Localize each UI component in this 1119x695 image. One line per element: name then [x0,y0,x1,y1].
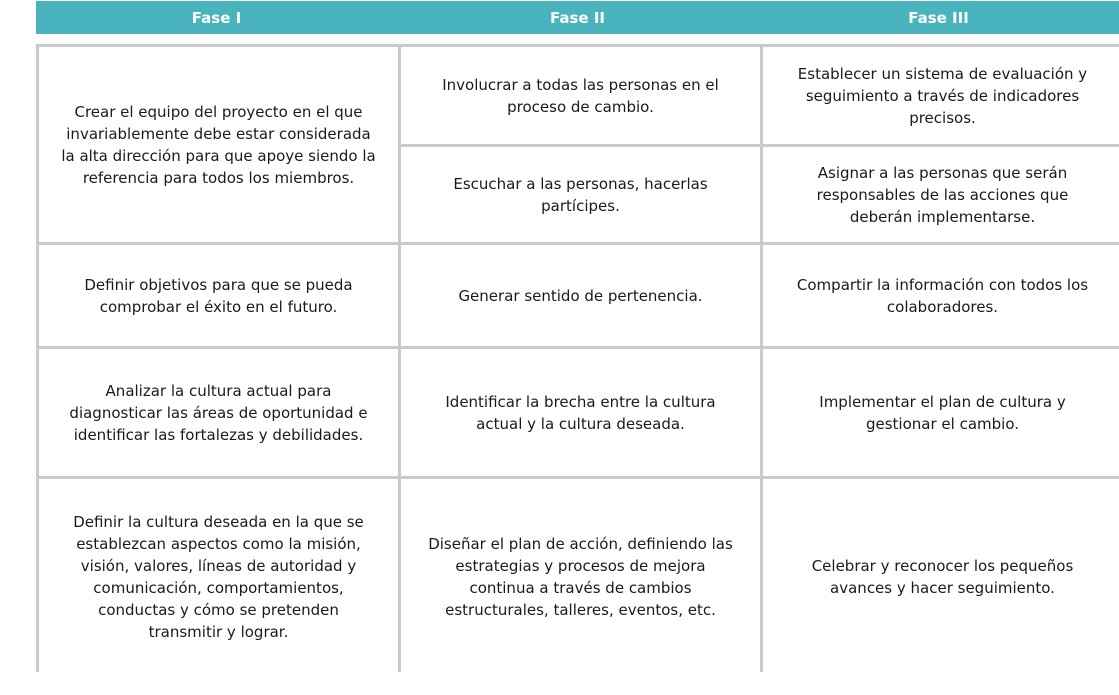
phase-3-step-5: Celebrar y reconocer los pequeños avances y hacer seguimiento. [763,479,1119,675]
phase-1-step-4: Definir la cultura deseada en la que se establezcan aspectos como la misión, visión, valores, líneas de autoridad y comunicación, comportamientos, conductas y cómo se pretenden transmitir y lograr. [39,479,398,675]
phase-1-step-1: Crear el equipo del proyecto en el que invariablemente debe estar considerada la alta dirección para que apoye siendo la referencia para todos los miembros. [39,47,398,242]
phase-header-bar [36,1,1119,34]
phase-3-heading: Fase III [908,8,969,27]
phase-2-step-2: Escuchar a las personas, hacerlas partícipes. [401,147,760,242]
phases-table [36,44,1119,672]
phase-3-step-4: Implementar el plan de cultura y gestionar el cambio. [763,349,1119,476]
phase-3-step-2: Asignar a las personas que serán responsables de las acciones que deberán implementarse. [763,147,1119,242]
phase-1-heading: Fase I [191,8,242,27]
phase-3-step-3: Compartir la información con todos los colaboradores. [763,245,1119,346]
phase-2-step-1: Involucrar a todas las personas en el proceso de cambio. [401,47,760,144]
phase-2-step-4: Identificar la brecha entre la cultura actual y la cultura deseada. [401,349,760,476]
phase-2-heading: Fase II [550,8,605,27]
phase-2-step-5: Diseñar el plan de acción, definiendo las estrategias y procesos de mejora continua a través de cambios estructurales, talleres, eventos, etc. [401,479,760,675]
phase-1-step-3: Analizar la cultura actual para diagnosticar las áreas de oportunidad e identificar las fortalezas y debilidades. [39,349,398,476]
phase-3-step-1: Establecer un sistema de evaluación y seguimiento a través de indicadores precisos. [763,47,1119,144]
phase-2-step-3: Generar sentido de pertenencia. [401,245,760,346]
phase-1-step-2: Definir objetivos para que se pueda comprobar el éxito en el futuro. [39,245,398,346]
